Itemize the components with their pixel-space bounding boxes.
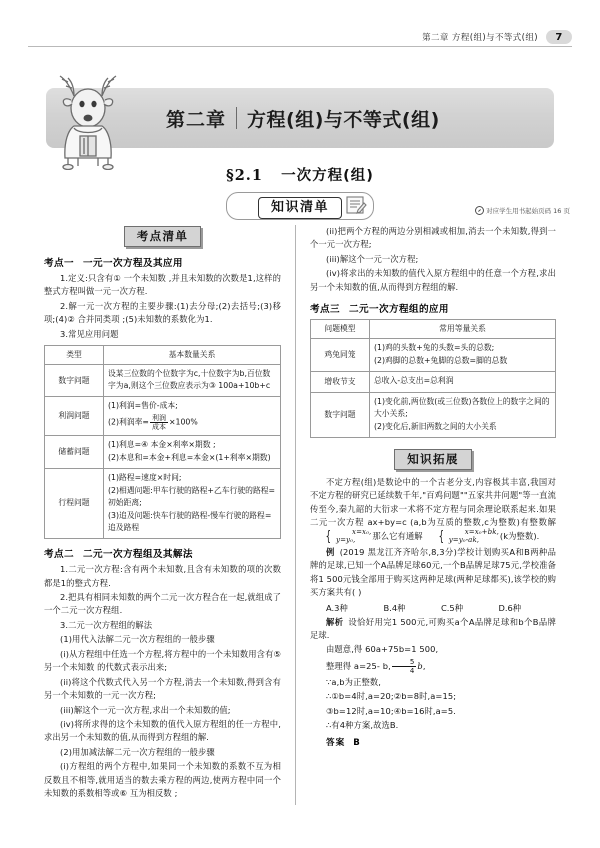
table-row: [45, 468, 281, 538]
exam-point-2-label: 考点二: [44, 549, 74, 561]
example-choices: [326, 602, 556, 614]
exam-point-2-para-5: (i)从方程组中任选一个方程,将方程中的一个未知数用含有⑤ 另一个未知数 的代数式表示出来;: [44, 648, 282, 673]
relation-line: (3)追及问题:快车行驶的路程-慢车行驶的路程=追及路程: [108, 510, 272, 533]
relation-line: (1)路程=速度×时间;: [108, 472, 182, 482]
exam-point-2-para-2: 2.把具有相同未知数的两个二元一次方程合在一起,就组成了一个二元一次方程组.: [44, 592, 282, 616]
problem-models-table: [310, 319, 556, 438]
table-header-row: [45, 346, 281, 365]
example-source: (2019 黑龙江齐齐哈尔,8,3分): [339, 546, 457, 557]
equation-line: (2)鸡脚的总数+兔脚的总数=脚的总数: [374, 356, 508, 366]
analysis-fraction: [392, 658, 417, 675]
continued-para-1: (ii)把两个方程的两边分别相减或相加,消去一个未知数,得到一个一元一次方程;: [310, 226, 556, 250]
table-header-equation: 常用等量关系: [370, 320, 556, 339]
chapter-heading-divider: [236, 107, 237, 129]
table-cell-relation: [104, 468, 281, 538]
table-header-type: 类型: [45, 346, 104, 365]
exam-points-banner: [44, 225, 281, 247]
solution-system-row-1: x=x₀,: [352, 528, 372, 537]
table-row: [311, 392, 556, 437]
answer-row: [310, 736, 556, 748]
exam-point-2-heading: [44, 546, 281, 560]
student-book-note-text: 对应学生用书起始页码 16 页: [486, 207, 570, 215]
example-stem: 学校计划购买A和B两种品牌的足球,已知一个A品牌足球60元,一个B品牌足球75元,学校准备将1 500元钱全部用于购买这两种足球(两种足球都买),该学校的购买方案共有: [310, 546, 556, 598]
exam-point-2-para-7: (iii)解这个一元一次方程,求出一个未知数的值;: [60, 704, 231, 715]
exam-point-3-title: 二元一次方程组的应用: [348, 304, 449, 316]
solution-system-row-2: y=y₀,: [336, 536, 356, 545]
analysis-line-3-text: 整理得 a=25- b,: [326, 660, 391, 671]
chapter-title: 方程(组)与不等式(组): [247, 108, 440, 131]
knowledge-extension-text-end: (k为整数).: [499, 531, 540, 542]
analysis-intro: [310, 616, 556, 643]
section-title: [0, 164, 600, 185]
relation-line-fraction: (2)利润率= $\frac{\text{利润}}{\text{成本}}$ ×100%: [108, 413, 198, 431]
fraction-denominator: 4: [409, 666, 415, 675]
equation-line: (1)鸡的头数+兔的头数=头的总数;: [374, 343, 495, 353]
exam-point-2-para-3: 3.二元一次方程组的解法: [60, 619, 153, 630]
knowledge-checklist-label: 知识清单: [258, 197, 342, 219]
exam-point-1-para-2: 2.解一元一次方程的主要步骤:(1)去分母;(2)去括号;(3)移项;(4)② 合并同类项 ;(5)未知数的系数化为1.: [44, 300, 282, 325]
general-system-row-2: y=y₀-ak,: [448, 536, 480, 545]
table-row: [311, 339, 556, 372]
profit-rate-fraction: $\frac{\text{利润}}{\text{成本}}$: [151, 413, 166, 431]
table-cell-equation: [370, 392, 556, 437]
quantity-relations-table: [44, 345, 281, 539]
analysis-line-5: ∴①b=4时,a=20;②b=8时,a=15;: [326, 691, 457, 702]
exam-point-3-heading: [310, 301, 556, 315]
analysis-line-7: ∴有4种方案,故选B.: [326, 720, 399, 731]
knowledge-extension-label: 知识拓展: [394, 449, 472, 470]
table-cell-model: 增收节支: [311, 372, 370, 392]
choice-c[interactable]: C.5种: [441, 602, 464, 613]
exam-point-2-para-6: (ii)将这个代数式代入另一个方程,消去一个未知数,得到含有另一个未知数的一元一次方程;: [44, 676, 282, 701]
table-cell-type: 数字问题: [45, 365, 104, 397]
example-label: 例: [326, 546, 335, 557]
knowledge-extension-banner: [310, 448, 556, 470]
knowledge-extension-text: 不定方程(组)是数论中的一个古老分支,内容极其丰富,我国对不定方程的研究已延续数千年,"百鸡问题""五家共井问题"等一直流传至今,秦九韶的大衍求一术将不定方程与同余理论联系起来.如果二元一次方程 ax+by=c (a,b为互质的整数,c为整数)有整数解: [310, 476, 556, 528]
answer-value: B: [353, 737, 361, 748]
analysis-line-1: 设恰好用完1 500元,可购买a个A品牌足球和b个B品牌足球.: [310, 616, 556, 641]
choice-d[interactable]: D.6种: [498, 602, 522, 613]
student-book-note: [475, 206, 570, 215]
section-number: §2.1: [226, 167, 263, 184]
example-problem: [310, 546, 556, 600]
answer-label: 答案: [326, 737, 346, 748]
knowledge-extension-text-mid: 那么它有通解: [372, 531, 423, 542]
table-header-model: 问题模型: [311, 320, 370, 339]
running-header: [422, 30, 572, 44]
analysis-line-4: ∵a,b为正整数,: [326, 677, 381, 688]
chapter-number: 第二章: [166, 108, 227, 131]
fraction-variable: b: [417, 660, 423, 671]
deer-mascot-icon: [44, 66, 140, 170]
analysis-line-6: ③b=12时,a=10;④b=16时,a=5.: [326, 705, 456, 716]
chapter-banner: [46, 88, 554, 148]
exam-points-label: 考点清单: [124, 226, 202, 247]
exam-point-2-para-10: (i)方程组的两个方程中,如果同一个未知数的系数不互为相反数且不相等,就用适当的数去乘方程的两边,使两方程中同一个未知数的系数相等或⑥ 互为相反数 ;: [44, 761, 282, 799]
choice-b[interactable]: B.4种: [383, 602, 406, 613]
equation-line: (1)变化前,两位数(或三位数)各数位上的数字之间的大小关系;: [374, 396, 550, 418]
column-divider: [295, 225, 296, 805]
exam-point-3-label: 考点三: [310, 304, 340, 316]
table-cell-relation: [104, 435, 281, 468]
fraction-numerator: 5: [392, 658, 417, 667]
two-column-body: [44, 225, 556, 805]
table-row: [45, 365, 281, 397]
knowledge-extension-paragraph: [310, 476, 556, 545]
right-column: [300, 225, 556, 805]
equation-line: 总收入-总支出=总利润: [374, 376, 454, 386]
relation-line: (1)利息=④ 本金×利率×期数 ;: [108, 439, 216, 449]
general-system-brace: { x=x₀+bk, y=y₀-ak,: [438, 528, 499, 545]
header-divider: [28, 46, 572, 47]
exam-point-2-title: 二元一次方程组及其解法: [82, 549, 193, 561]
continued-para-2: (iii)解这个一元一次方程;: [326, 253, 419, 264]
exam-point-2-para-8: (iv)将所求得的这个未知数的值代入原方程组的任一方程中,求出另一个未知数的值,从而得到方程组的解.: [44, 718, 282, 743]
relation-line: 设某三位数的个位数字为c,十位数字为b,百位数字为a,则这个三位数应表示为③ 100a+10b+c: [108, 369, 271, 391]
solution-system-brace: { x=x₀, y=y₀,: [325, 528, 372, 545]
left-column: [44, 225, 291, 805]
page-number: 7: [546, 30, 572, 44]
table-cell-relation: [104, 397, 281, 435]
relation-line: (2)相遇问题:甲车行驶的路程+乙车行驶的路程=初始距离;: [108, 485, 276, 507]
table-cell-type: 储蓄问题: [45, 435, 104, 468]
table-header-row: [311, 320, 556, 339]
equation-line: (2)变化后,新旧两数之间的大小关系: [374, 421, 497, 431]
section-name: 一次方程(组): [281, 168, 374, 184]
exam-point-1-heading: [44, 255, 281, 269]
running-header-chapter: 第二章 方程(组)与不等式(组): [422, 33, 538, 43]
general-system-row-1: x=x₀+bk,: [464, 528, 499, 537]
table-cell-model: 数字问题: [311, 392, 370, 437]
exam-point-2-para-4: (1)用代入法解二元一次方程组的一般步骤: [60, 634, 215, 645]
notebook-icon: [344, 194, 368, 216]
table-cell-equation: [370, 339, 556, 372]
table-cell-model: 鸡兔同笼: [311, 339, 370, 372]
continued-para-3: (iv)将求出的未知数的值代入原方程组中的任意一个方程,求出另一个未知数的值,从而得到方程组的解.: [310, 268, 556, 292]
exam-point-1-label: 考点一: [44, 258, 74, 269]
table-cell-type: 利润问题: [45, 397, 104, 435]
relation-line: (1)利润=售价-成本;: [108, 401, 178, 411]
choice-a[interactable]: A.3种: [326, 602, 348, 613]
table-row: [45, 435, 281, 468]
exam-point-1-para-3: 3.常见应用问题: [60, 328, 119, 339]
table-cell-equation: [370, 372, 556, 392]
exam-point-2-para-9: (2)用加减法解二元一次方程组的一般步骤: [60, 746, 215, 757]
analysis-line-2: 由题意,得 60a+75b=1 500,: [326, 644, 439, 655]
pencil-circle-icon: [475, 206, 484, 215]
chapter-heading: [166, 105, 440, 132]
relation-line: (2)本息和=本金+利息=本金×(1+利率×期数): [108, 452, 271, 462]
table-cell-type: 行程问题: [45, 468, 104, 538]
table-row: [311, 372, 556, 392]
analysis-label: 解析: [326, 616, 344, 627]
analysis-line-3: 整理得 a=25- b, $\frac{5}{4}$ b,: [326, 657, 426, 675]
example-answer-brackets: ( ): [352, 587, 362, 598]
exam-point-2-para-1: 1.二元一次方程:含有两个未知数,且含有未知数的项的次数都是1的整式方程.: [44, 564, 282, 588]
table-row: [45, 397, 281, 435]
exam-point-1-title: 一元一次方程及其应用: [82, 258, 183, 269]
table-header-relation: 基本数量关系: [104, 346, 281, 365]
exam-point-1-para-1: 1.定义:只含有① 一个未知数 ,并且未知数的次数是1,这样的整式方程叫做一元一次方程.: [44, 273, 282, 297]
table-cell-relation: [104, 365, 281, 397]
